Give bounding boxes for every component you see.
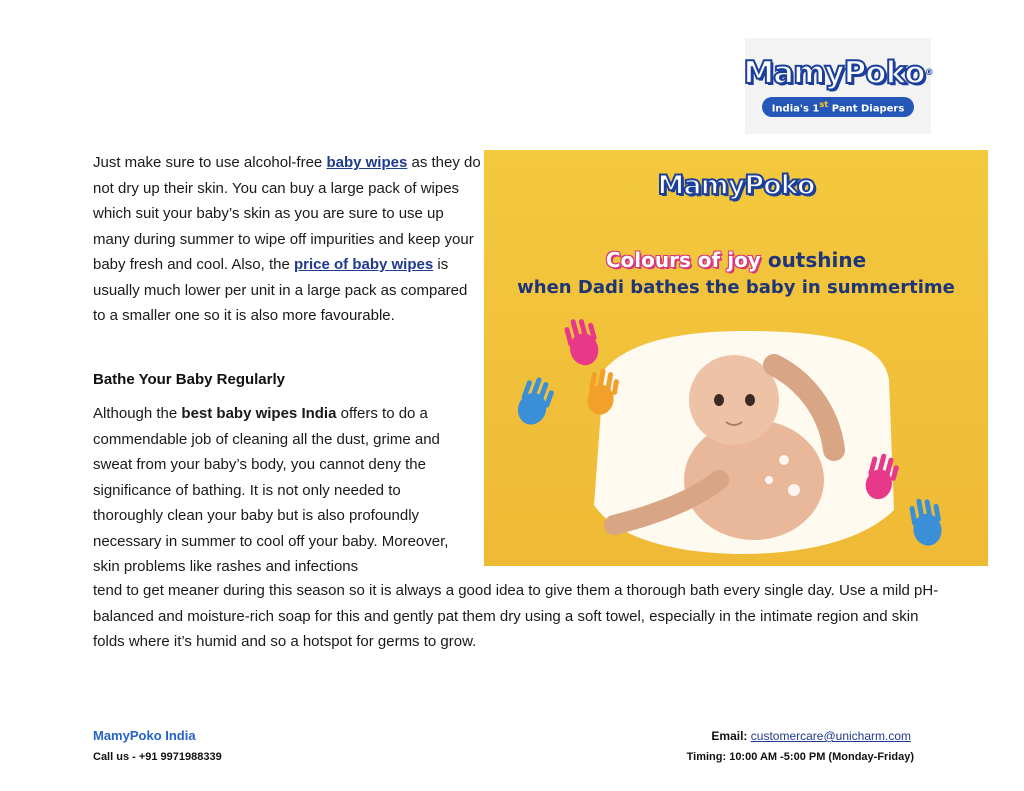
- banner-logo: MamyPoko: [657, 170, 815, 201]
- p2-rest: offers to do a commendable job of cleaning all the dust, grime and sweat from your baby’s body, you cannot deny the significance of bathing. It is not only needed to thoroughly clean your baby but is also profoundly necessary in summer to cool off your baby. Moreover, skin problems like rashes and infections: [93, 405, 449, 575]
- paragraph-wipes: [93, 150, 481, 329]
- section-heading: Bathe Your Baby Regularly: [93, 371, 285, 388]
- email-link[interactable]: customercare@unicharm.com: [750, 729, 911, 743]
- banner-headline-2: when Dadi bathes the baby in summertime: [517, 277, 955, 298]
- logo-text: MamyPoko: [743, 55, 925, 92]
- banner-headline-1: [484, 248, 988, 272]
- price-of-baby-wipes-link[interactable]: price of baby wipes: [293, 256, 434, 273]
- handprint-blue-left: [514, 374, 558, 429]
- logo-tagline-sup: st: [819, 99, 829, 110]
- banner-highlight: Colours of joy: [605, 248, 761, 272]
- handprint-blue-right: [908, 496, 945, 548]
- logo-wordmark: MamyPoko®: [743, 55, 933, 92]
- logo-tagline-prefix: India's 1: [771, 103, 820, 115]
- email-label: Email:: [711, 729, 748, 743]
- best-baby-wipes-bold: best baby wipes India: [181, 405, 337, 422]
- logo-tagline-suffix: Pant Diapers: [828, 103, 905, 115]
- paragraph-bathing-continued: tend to get meaner during this season so it is always a good idea to give them a thorough bath every single day. Use a mild pH-balanced and moisture-rich soap for this and gently pat them dry using a soft towel, especially in the intimate region and skin folds where it’s humid and so a hotspot for germs to grow.: [93, 582, 939, 650]
- p2-start: Although the: [93, 405, 182, 422]
- promo-banner: [484, 150, 988, 566]
- footer-email: [711, 729, 911, 743]
- handprint-pink-top: [562, 315, 602, 369]
- baby-bath-illustration: [484, 310, 988, 566]
- p1-start: Just make sure to use alcohol-free: [93, 154, 327, 171]
- p1-end: is usually much lower per unit in a large pack as compared to a smaller one so it is also more favourable.: [93, 256, 468, 324]
- p1-mid: as they do not dry up their skin. You can buy a large pack of wipes which suit your baby’s skin as you are sure to use up many during summer to wipe off impurities and keep your baby fresh and cool. Also, the: [93, 154, 481, 273]
- mamypoko-logo: [745, 38, 931, 134]
- logo-tagline: [762, 97, 915, 116]
- footer-call: Call us - +91 9971988339: [93, 751, 222, 763]
- paragraph-bathing: [93, 401, 471, 580]
- footer-brand: MamyPoko India: [93, 728, 196, 743]
- baby-wipes-link[interactable]: baby wipes: [326, 154, 408, 171]
- footer-timing: Timing: 10:00 AM -5:00 PM (Monday-Friday): [686, 751, 914, 763]
- banner-headline-1-rest: outshine: [760, 248, 867, 272]
